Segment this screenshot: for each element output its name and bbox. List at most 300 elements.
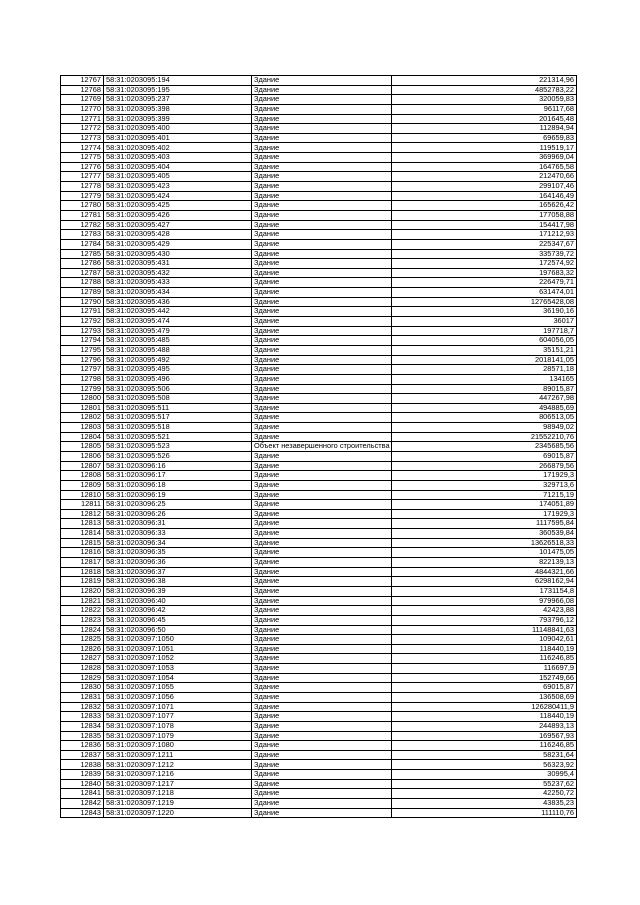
cadastral-value-cell: 11148841,63 (392, 625, 577, 635)
cadastral-number-cell: 58:31:0203095:433 (104, 278, 252, 288)
cadastral-value-cell: 96117,68 (392, 104, 577, 114)
cadastral-number-cell: 58:31:0203097:1054 (104, 673, 252, 683)
table-row (61, 201, 577, 211)
object-type-cell: Здание (252, 162, 392, 172)
table-row (61, 721, 577, 731)
object-type-cell: Здание (252, 297, 392, 307)
cadastral-value-cell: 126280411,9 (392, 702, 577, 712)
row-number-cell: 12776 (61, 162, 104, 172)
row-number-cell: 12804 (61, 432, 104, 442)
table-row (61, 230, 577, 240)
row-number-cell: 12833 (61, 712, 104, 722)
cadastral-value-cell: 55237,62 (392, 779, 577, 789)
object-type-cell: Здание (252, 191, 392, 201)
cadastral-number-cell: 58:31:0203095:526 (104, 451, 252, 461)
row-number-cell: 12843 (61, 808, 104, 818)
table-row (61, 673, 577, 683)
cadastral-value-cell: 35151,21 (392, 345, 577, 355)
cadastral-value-cell: 822139,13 (392, 558, 577, 568)
table-row (61, 297, 577, 307)
cadastral-value-cell: 152749,66 (392, 673, 577, 683)
row-number-cell: 12842 (61, 799, 104, 809)
table-row (61, 336, 577, 346)
cadastral-number-cell: 58:31:0203096:19 (104, 490, 252, 500)
cadastral-number-cell: 58:31:0203096:50 (104, 625, 252, 635)
table-row (61, 644, 577, 654)
table-row (61, 750, 577, 760)
object-type-cell: Здание (252, 586, 392, 596)
cadastral-value-cell: 201645,48 (392, 114, 577, 124)
cadastral-value-cell: 2345685,56 (392, 442, 577, 452)
table-row (61, 307, 577, 317)
row-number-cell: 12831 (61, 693, 104, 703)
object-type-cell: Здание (252, 249, 392, 259)
cadastral-number-cell: 58:31:0203097:1211 (104, 750, 252, 760)
row-number-cell: 12793 (61, 326, 104, 336)
row-number-cell: 12780 (61, 201, 104, 211)
table-row (61, 529, 577, 539)
cadastral-value-cell: 165626,42 (392, 201, 577, 211)
cadastral-number-cell: 58:31:0203095:426 (104, 210, 252, 220)
row-number-cell: 12825 (61, 635, 104, 645)
object-type-cell: Здание (252, 799, 392, 809)
object-type-cell: Здание (252, 509, 392, 519)
object-type-cell: Здание (252, 731, 392, 741)
row-number-cell: 12791 (61, 307, 104, 317)
cadastral-number-cell: 58:31:0203095:436 (104, 297, 252, 307)
row-number-cell: 12770 (61, 104, 104, 114)
row-number-cell: 12778 (61, 182, 104, 192)
row-number-cell: 12829 (61, 673, 104, 683)
table-row (61, 712, 577, 722)
table-row (61, 683, 577, 693)
table-row (61, 259, 577, 269)
cadastral-value-cell: 1731154,8 (392, 586, 577, 596)
object-type-cell: Здание (252, 153, 392, 163)
object-type-cell: Здание (252, 596, 392, 606)
cadastral-number-cell: 58:31:0203096:25 (104, 500, 252, 510)
cadastral-number-cell: 58:31:0203097:1053 (104, 664, 252, 674)
table-row (61, 278, 577, 288)
object-type-cell: Здание (252, 403, 392, 413)
cadastral-number-cell: 58:31:0203095:425 (104, 201, 252, 211)
object-type-cell: Здание (252, 85, 392, 95)
cadastral-value-cell: 4852783,22 (392, 85, 577, 95)
table-row (61, 239, 577, 249)
table-row (61, 702, 577, 712)
object-type-cell: Здание (252, 538, 392, 548)
table-row (61, 471, 577, 481)
row-number-cell: 12772 (61, 124, 104, 134)
cadastral-value-cell: 69015,87 (392, 451, 577, 461)
row-number-cell: 12809 (61, 480, 104, 490)
table-row (61, 635, 577, 645)
cadastral-value-cell: 118440,19 (392, 712, 577, 722)
cadastral-number-cell: 58:31:0203096:35 (104, 548, 252, 558)
cadastral-value-cell: 154417,98 (392, 220, 577, 230)
cadastral-number-cell: 58:31:0203096:34 (104, 538, 252, 548)
cadastral-value-cell: 494885,69 (392, 403, 577, 413)
row-number-cell: 12806 (61, 451, 104, 461)
row-number-cell: 12815 (61, 538, 104, 548)
cadastral-number-cell: 58:31:0203097:1078 (104, 721, 252, 731)
cadastral-value-cell: 28571,18 (392, 365, 577, 375)
object-type-cell: Здание (252, 644, 392, 654)
table-row (61, 558, 577, 568)
cadastral-value-cell: 71215,19 (392, 490, 577, 500)
row-number-cell: 12787 (61, 268, 104, 278)
row-number-cell: 12767 (61, 76, 104, 86)
object-type-cell: Здание (252, 201, 392, 211)
row-number-cell: 12835 (61, 731, 104, 741)
object-type-cell: Здание (252, 220, 392, 230)
object-type-cell: Здание (252, 374, 392, 384)
row-number-cell: 12817 (61, 558, 104, 568)
object-type-cell: Здание (252, 770, 392, 780)
object-type-cell: Здание (252, 741, 392, 751)
row-number-cell: 12771 (61, 114, 104, 124)
cadastral-number-cell: 58:31:0203095:496 (104, 374, 252, 384)
cadastral-number-cell: 58:31:0203097:1079 (104, 731, 252, 741)
object-type-cell: Здание (252, 529, 392, 539)
cadastral-value-cell: 36190,16 (392, 307, 577, 317)
cadastral-value-cell: 335739,72 (392, 249, 577, 259)
cadastral-value-cell: 320059,83 (392, 95, 577, 105)
cadastral-value-cell: 171212,93 (392, 230, 577, 240)
cadastral-number-cell: 58:31:0203096:38 (104, 577, 252, 587)
cadastral-value-cell: 172574,92 (392, 259, 577, 269)
cadastral-value-cell: 806513,05 (392, 413, 577, 423)
object-type-cell: Здание (252, 548, 392, 558)
row-number-cell: 12834 (61, 721, 104, 731)
object-type-cell: Здание (252, 606, 392, 616)
row-number-cell: 12786 (61, 259, 104, 269)
object-type-cell: Здание (252, 345, 392, 355)
cadastral-number-cell: 58:31:0203096:26 (104, 509, 252, 519)
cadastral-number-cell: 58:31:0203097:1220 (104, 808, 252, 818)
cadastral-number-cell: 58:31:0203095:404 (104, 162, 252, 172)
cadastral-value-cell: 101475,05 (392, 548, 577, 558)
object-type-cell: Здание (252, 182, 392, 192)
cadastral-number-cell: 58:31:0203095:518 (104, 423, 252, 433)
object-type-cell: Здание (252, 326, 392, 336)
cadastral-number-cell: 58:31:0203095:488 (104, 345, 252, 355)
table-row (61, 586, 577, 596)
table-row (61, 538, 577, 548)
object-type-cell: Здание (252, 268, 392, 278)
row-number-cell: 12839 (61, 770, 104, 780)
table-row (61, 615, 577, 625)
table-row (61, 288, 577, 298)
row-number-cell: 12790 (61, 297, 104, 307)
row-number-cell: 12807 (61, 461, 104, 471)
row-number-cell: 12794 (61, 336, 104, 346)
row-number-cell: 12822 (61, 606, 104, 616)
row-number-cell: 12782 (61, 220, 104, 230)
table-row (61, 799, 577, 809)
table-row (61, 210, 577, 220)
cadastral-number-cell: 58:31:0203095:401 (104, 133, 252, 143)
object-type-cell: Здание (252, 239, 392, 249)
cadastral-value-cell: 1117595,84 (392, 519, 577, 529)
row-number-cell: 12803 (61, 423, 104, 433)
row-number-cell: 12798 (61, 374, 104, 384)
cadastral-number-cell: 58:31:0203095:430 (104, 249, 252, 259)
row-number-cell: 12784 (61, 239, 104, 249)
cadastral-value-cell: 197718,7 (392, 326, 577, 336)
table-row (61, 384, 577, 394)
registry-table (60, 75, 577, 818)
cadastral-value-cell: 793796,12 (392, 615, 577, 625)
row-number-cell: 12769 (61, 95, 104, 105)
cadastral-number-cell: 58:31:0203095:495 (104, 365, 252, 375)
cadastral-number-cell: 58:31:0203097:1218 (104, 789, 252, 799)
cadastral-number-cell: 58:31:0203095:194 (104, 76, 252, 86)
cadastral-number-cell: 58:31:0203096:31 (104, 519, 252, 529)
object-type-cell: Здание (252, 278, 392, 288)
cadastral-number-cell: 58:31:0203096:18 (104, 480, 252, 490)
table-row (61, 403, 577, 413)
table-row (61, 490, 577, 500)
row-number-cell: 12799 (61, 384, 104, 394)
object-type-cell: Здание (252, 317, 392, 327)
cadastral-value-cell: 98949,02 (392, 423, 577, 433)
table-row (61, 124, 577, 134)
table-row (61, 509, 577, 519)
object-type-cell: Здание (252, 451, 392, 461)
cadastral-number-cell: 58:31:0203095:492 (104, 355, 252, 365)
cadastral-value-cell: 4844321,66 (392, 567, 577, 577)
cadastral-value-cell: 164146,49 (392, 191, 577, 201)
object-type-cell: Здание (252, 355, 392, 365)
cadastral-value-cell: 69015,87 (392, 683, 577, 693)
table-row (61, 114, 577, 124)
object-type-cell: Здание (252, 750, 392, 760)
row-number-cell: 12775 (61, 153, 104, 163)
object-type-cell: Здание (252, 413, 392, 423)
cadastral-number-cell: 58:31:0203095:474 (104, 317, 252, 327)
row-number-cell: 12802 (61, 413, 104, 423)
cadastral-number-cell: 58:31:0203097:1050 (104, 635, 252, 645)
object-type-cell: Здание (252, 567, 392, 577)
cadastral-value-cell: 225347,67 (392, 239, 577, 249)
object-type-cell: Здание (252, 394, 392, 404)
row-number-cell: 12796 (61, 355, 104, 365)
object-type-cell: Здание (252, 114, 392, 124)
object-type-cell: Здание (252, 461, 392, 471)
table-row (61, 741, 577, 751)
row-number-cell: 12788 (61, 278, 104, 288)
object-type-cell: Здание (252, 288, 392, 298)
cadastral-value-cell: 116697,9 (392, 664, 577, 674)
table-row (61, 365, 577, 375)
table-row (61, 693, 577, 703)
row-number-cell: 12821 (61, 596, 104, 606)
object-type-cell: Здание (252, 210, 392, 220)
cadastral-value-cell: 36017 (392, 317, 577, 327)
row-number-cell: 12814 (61, 529, 104, 539)
object-type-cell: Здание (252, 654, 392, 664)
row-number-cell: 12810 (61, 490, 104, 500)
table-row (61, 104, 577, 114)
object-type-cell: Здание (252, 95, 392, 105)
cadastral-number-cell: 58:31:0203095:434 (104, 288, 252, 298)
cadastral-number-cell: 58:31:0203095:402 (104, 143, 252, 153)
cadastral-value-cell: 118440,19 (392, 644, 577, 654)
row-number-cell: 12795 (61, 345, 104, 355)
table-row (61, 143, 577, 153)
cadastral-value-cell: 42250,72 (392, 789, 577, 799)
cadastral-value-cell: 69659,83 (392, 133, 577, 143)
cadastral-value-cell: 42423,88 (392, 606, 577, 616)
table-row (61, 731, 577, 741)
cadastral-value-cell: 116246,85 (392, 741, 577, 751)
cadastral-value-cell: 136508,69 (392, 693, 577, 703)
table-row (61, 760, 577, 770)
cadastral-value-cell: 30995,4 (392, 770, 577, 780)
cadastral-value-cell: 56323,92 (392, 760, 577, 770)
table-row (61, 654, 577, 664)
row-number-cell: 12832 (61, 702, 104, 712)
object-type-cell: Здание (252, 432, 392, 442)
cadastral-number-cell: 58:31:0203096:42 (104, 606, 252, 616)
table-row (61, 153, 577, 163)
cadastral-number-cell: 58:31:0203096:40 (104, 596, 252, 606)
cadastral-value-cell: 12765428,08 (392, 297, 577, 307)
table-row (61, 413, 577, 423)
row-number-cell: 12826 (61, 644, 104, 654)
table-row (61, 519, 577, 529)
cadastral-number-cell: 58:31:0203095:485 (104, 336, 252, 346)
cadastral-value-cell: 89015,87 (392, 384, 577, 394)
row-number-cell: 12820 (61, 586, 104, 596)
row-number-cell: 12811 (61, 500, 104, 510)
row-number-cell: 12789 (61, 288, 104, 298)
row-number-cell: 12800 (61, 394, 104, 404)
cadastral-value-cell: 116246,85 (392, 654, 577, 664)
object-type-cell: Здание (252, 259, 392, 269)
row-number-cell: 12812 (61, 509, 104, 519)
cadastral-number-cell: 58:31:0203095:400 (104, 124, 252, 134)
object-type-cell: Здание (252, 558, 392, 568)
table-row (61, 500, 577, 510)
object-type-cell: Здание (252, 500, 392, 510)
cadastral-number-cell: 58:31:0203097:1052 (104, 654, 252, 664)
cadastral-value-cell: 221314,96 (392, 76, 577, 86)
object-type-cell: Здание (252, 133, 392, 143)
object-type-cell: Здание (252, 471, 392, 481)
table-row (61, 162, 577, 172)
row-number-cell: 12801 (61, 403, 104, 413)
cadastral-value-cell: 631474,01 (392, 288, 577, 298)
cadastral-number-cell: 58:31:0203097:1077 (104, 712, 252, 722)
cadastral-number-cell: 58:31:0203095:428 (104, 230, 252, 240)
object-type-cell: Здание (252, 615, 392, 625)
object-type-cell: Здание (252, 76, 392, 86)
cadastral-value-cell: 43835,23 (392, 799, 577, 809)
cadastral-value-cell: 226479,71 (392, 278, 577, 288)
registry-table-body (61, 76, 577, 818)
cadastral-value-cell: 112894,94 (392, 124, 577, 134)
cadastral-number-cell: 58:31:0203097:1051 (104, 644, 252, 654)
cadastral-value-cell: 266879,56 (392, 461, 577, 471)
object-type-cell: Здание (252, 365, 392, 375)
object-type-cell: Здание (252, 635, 392, 645)
object-type-cell: Здание (252, 712, 392, 722)
table-row (61, 182, 577, 192)
table-row (61, 355, 577, 365)
cadastral-number-cell: 58:31:0203095:399 (104, 114, 252, 124)
row-number-cell: 12785 (61, 249, 104, 259)
cadastral-number-cell: 58:31:0203095:398 (104, 104, 252, 114)
cadastral-number-cell: 58:31:0203095:423 (104, 182, 252, 192)
cadastral-value-cell: 171929,3 (392, 471, 577, 481)
object-type-cell: Здание (252, 172, 392, 182)
row-number-cell: 12838 (61, 760, 104, 770)
row-number-cell: 12781 (61, 210, 104, 220)
cadastral-value-cell: 2018141,05 (392, 355, 577, 365)
table-row (61, 625, 577, 635)
cadastral-value-cell: 212470,66 (392, 172, 577, 182)
table-row (61, 345, 577, 355)
row-number-cell: 12779 (61, 191, 104, 201)
object-type-cell: Здание (252, 577, 392, 587)
table-row (61, 480, 577, 490)
cadastral-value-cell: 979966,08 (392, 596, 577, 606)
table-row (61, 451, 577, 461)
table-row (61, 432, 577, 442)
cadastral-value-cell: 177058,88 (392, 210, 577, 220)
object-type-cell: Здание (252, 760, 392, 770)
cadastral-number-cell: 58:31:0203095:427 (104, 220, 252, 230)
table-row (61, 85, 577, 95)
row-number-cell: 12777 (61, 172, 104, 182)
cadastral-value-cell: 111110,76 (392, 808, 577, 818)
row-number-cell: 12827 (61, 654, 104, 664)
object-type-cell: Здание (252, 480, 392, 490)
object-type-cell: Здание (252, 721, 392, 731)
cadastral-number-cell: 58:31:0203095:517 (104, 413, 252, 423)
row-number-cell: 12841 (61, 789, 104, 799)
row-number-cell: 12819 (61, 577, 104, 587)
table-row (61, 442, 577, 452)
table-row (61, 548, 577, 558)
table-row (61, 770, 577, 780)
cadastral-number-cell: 58:31:0203095:523 (104, 442, 252, 452)
object-type-cell: Здание (252, 230, 392, 240)
object-type-cell: Объект незавершенного строительства (252, 442, 392, 452)
row-number-cell: 12808 (61, 471, 104, 481)
object-type-cell: Здание (252, 423, 392, 433)
table-row (61, 172, 577, 182)
cadastral-number-cell: 58:31:0203096:36 (104, 558, 252, 568)
cadastral-number-cell: 58:31:0203095:195 (104, 85, 252, 95)
object-type-cell: Здание (252, 104, 392, 114)
cadastral-number-cell: 58:31:0203096:33 (104, 529, 252, 539)
cadastral-number-cell: 58:31:0203097:1055 (104, 683, 252, 693)
table-row (61, 461, 577, 471)
row-number-cell: 12824 (61, 625, 104, 635)
row-number-cell: 12828 (61, 664, 104, 674)
row-number-cell: 12818 (61, 567, 104, 577)
registry-sheet (60, 75, 576, 818)
cadastral-number-cell: 58:31:0203097:1217 (104, 779, 252, 789)
cadastral-number-cell: 58:31:0203097:1212 (104, 760, 252, 770)
cadastral-number-cell: 58:31:0203096:16 (104, 461, 252, 471)
cadastral-number-cell: 58:31:0203095:403 (104, 153, 252, 163)
cadastral-number-cell: 58:31:0203097:1071 (104, 702, 252, 712)
cadastral-value-cell: 174051,89 (392, 500, 577, 510)
